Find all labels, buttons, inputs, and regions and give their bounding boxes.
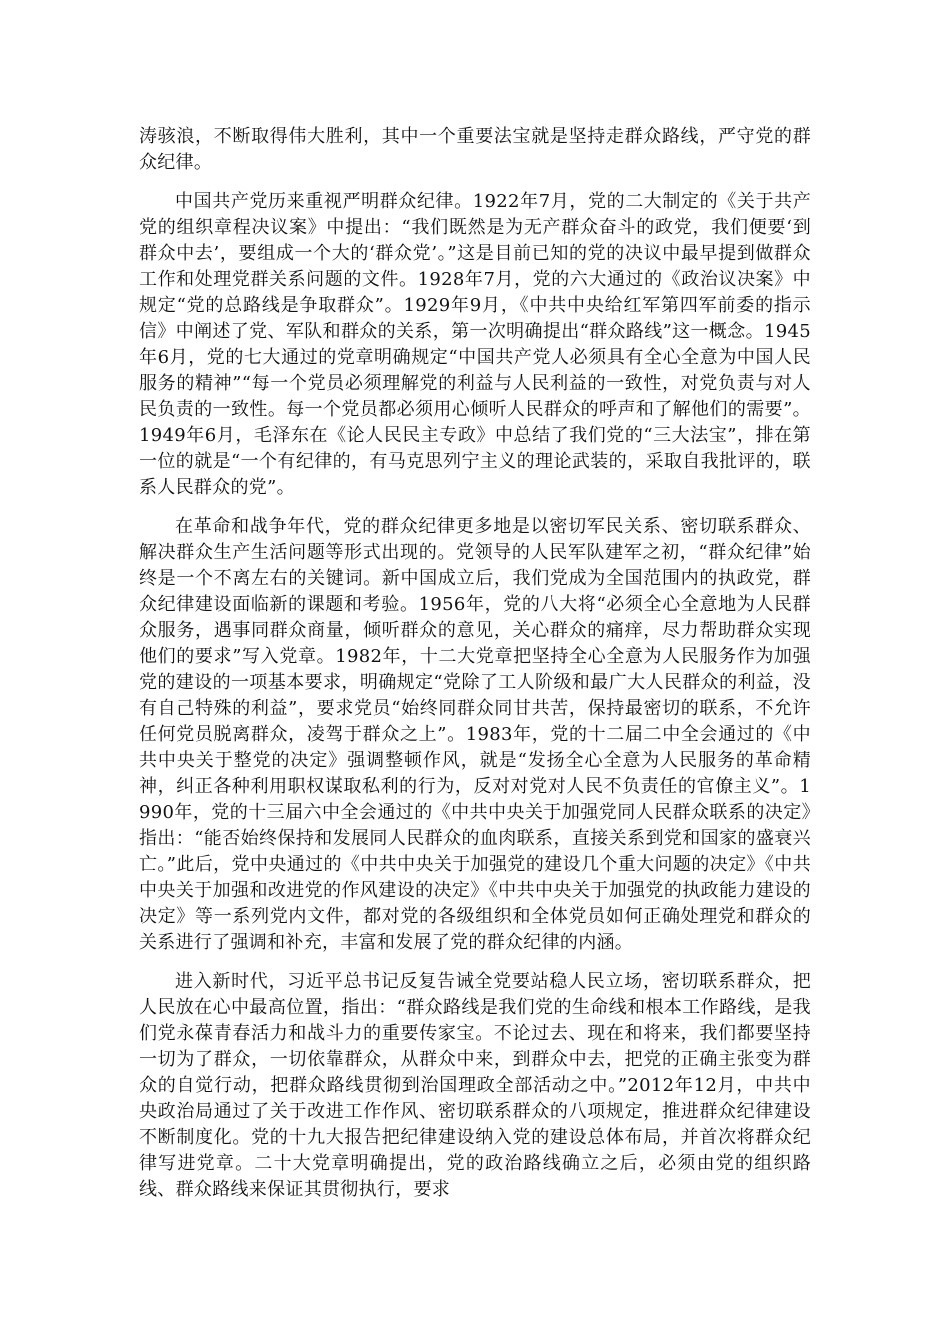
paragraph-continuation: 涛骇浪，不断取得伟大胜利，其中一个重要法宝就是坚持走群众路线，严守党的群众纪律。: [139, 126, 811, 173]
paragraph-new-era: 进入新时代，习近平总书记反复告诫全党要站稳人民立场，密切联系群众，把人民放在心中最高位置，指出：“群众路线是我们党的生命线和根本工作路线，是我们党永葆青春活力和战斗力的重要传家宝。不论过去、现在和将来，我们都要坚持一切为了群众，一切依靠群众，从群众中来，到群众中去，把党的正确主张变为群众的自觉行动，把群众路线贯彻到治国理政全部活动之中。”2012年12月，中共中央政治局通过了关于改进工作作风、密切联系群众的八项规定，推进群众纪律建设不断制度化。党的十九大报告把纪律建设纳入党的建设总体布局，并首次将群众纪律写进党章。二十大党章明确提出，党的政治路线确立之后，必须由党的组织路线、群众路线来保证其贯彻执行，要求: [139, 971, 811, 1200]
paragraph-history-origins: 中国共产党历来重视严明群众纪律。1922年7月，党的二大制定的《关于共产党的组织章程决议案》中提出：“我们既然是为无产群众奋斗的政党，我们便要‘到群众中去’，要组成一个大的‘群众党’。”这是目前已知的党的决议中最早提到做群众工作和处理党群关系问题的文件。1928年7月，党的六大通过的《政治议决案》中规定“党的总路线是争取群众”。1929年9月，《中共中央给红军第四军前委的指示信》中阐述了党、军队和群众的关系，第一次明确提出“群众路线”这一概念。1945年6月，党的七大通过的党章明确规定“中国共产党人必须具有全心全意为中国人民服务的精神”“每一个党员必须理解党的利益与人民利益的一致性，对党负责与对人民负责的一致性。每一个党员都必须用心倾听人民群众的呼声和了解他们的需要”。1949年6月，毛泽东在《论人民民主专政》中总结了我们党的“三大法宝”，排在第一位的就是“一个有纪律的，有马克思列宁主义的理论武装的，采取自我批评的，联系人民群众的党”。: [139, 191, 811, 498]
paragraph-revolution-era: 在革命和战争年代，党的群众纪律更多地是以密切军民关系、密切联系群众、解决群众生产生活问题等形式出现的。党领导的人民军队建军之初，“群众纪律”始终是一个不离左右的关键词。新中国成立后，我们党成为全国范围内的执政党，群众纪律建设面临新的课题和考验。1956年，党的八大将“必须全心全意地为人民群众服务，遇事同群众商量，倾听群众的意见，关心群众的痛痒，尽力帮助群众实现他们的要求”写入党章。1982年，十二大党章把坚持全心全意为人民服务作为加强党的建设的一项基本要求，明确规定“党除了工人阶级和最广大人民群众的利益，没有自己特殊的利益”，要求党员“始终同群众同甘共苦，保持最密切的联系，不允许任何党员脱离群众，凌驾于群众之上”。1983年，党的十二届二中全会通过的《中共中央关于整党的决定》强调整顿作风，就是“发扬全心全意为人民服务的革命精神，纠正各种利用职权谋取私利的行为，反对对党对人民不负责任的官僚主义”。1990年，党的十三届六中全会通过的《中共中央关于加强党同人民群众联系的决定》指出：“能否始终保持和发展同人民群众的血肉联系，直接关系到党和国家的盛衰兴亡。”此后，党中央通过的《中共中央关于加强党的建设几个重大问题的决定》《中共中央关于加强和改进党的作风建设的决定》《中共中央关于加强党的执政能力建设的决定》等一系列党内文件，都对党的各级组织和全体党员如何正确处理党和群众的关系进行了强调和补充，丰富和发展了党的群众纪律的内涵。: [139, 516, 811, 953]
document-body: [139, 124, 811, 1216]
